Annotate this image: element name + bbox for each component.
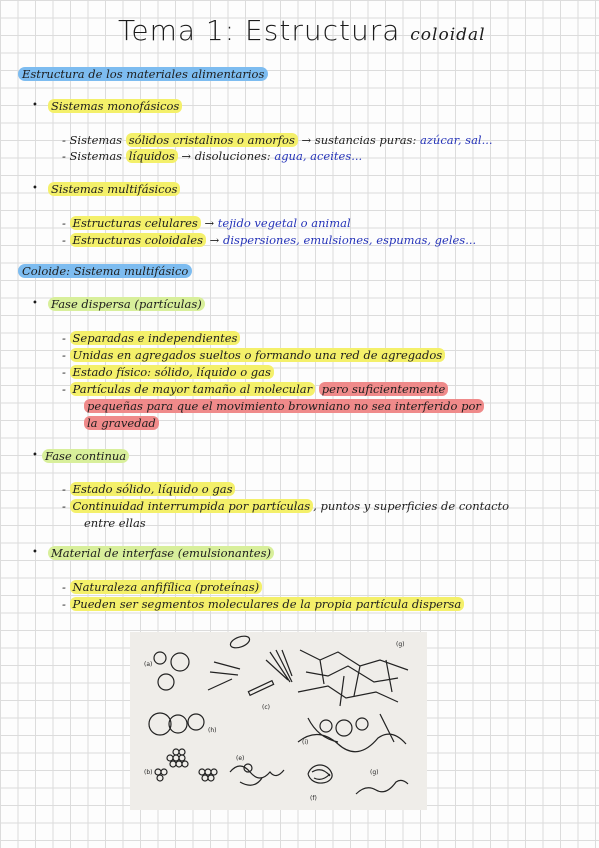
figure-label: (c) xyxy=(262,704,270,711)
mono-item: - Sistemas líquidos → disoluciones: agua, aceites... xyxy=(62,149,363,163)
continua-item: - Continuidad interrumpida por partículas , puntos y superficies de contacto xyxy=(62,499,510,513)
figure-label: (a) xyxy=(144,661,153,668)
figure-label: (i) xyxy=(302,739,309,746)
figure-label: (b) xyxy=(144,769,153,776)
bullet-dot: • xyxy=(32,183,38,194)
interfase-item: - Naturaleza anfifílica (proteínas) xyxy=(62,579,262,595)
bullet-dot: • xyxy=(32,547,38,558)
bullet-dot: • xyxy=(32,100,38,111)
title-main: Tema 1: Estructura xyxy=(118,14,401,47)
colloid-diagram xyxy=(130,632,427,810)
bullet-dot: • xyxy=(32,298,38,309)
dispersa-item-cont: la gravedad xyxy=(84,415,159,431)
mono-item: - Sistemas sólidos cristalinos o amorfos → sustancias puras: azúcar, sal... xyxy=(62,133,493,147)
figure-label: (h) xyxy=(208,727,217,734)
figure-label: (e) xyxy=(236,755,245,762)
interfase-item: - Pueden ser segmentos moleculares de la propia partícula dispersa xyxy=(62,596,464,612)
section-heading-coloide: Coloide: Sistema multifásico xyxy=(18,263,192,279)
dispersa-item: - Estado físico: sólido, líquido o gas xyxy=(62,364,274,380)
dispersa-label: Fase dispersa (partículas) xyxy=(48,296,205,312)
mono-label: Sistemas monofásicos xyxy=(48,98,182,114)
continua-label: Fase continua xyxy=(42,448,129,464)
interfase-label: Material de interfase (emulsionantes) xyxy=(48,545,274,561)
multi-item: - Estructuras coloidales → dispersiones, emulsiones, espumas, geles... xyxy=(62,233,477,247)
figure-label: (f) xyxy=(310,795,317,802)
page-title xyxy=(118,14,486,47)
dispersa-item-cont: pequeñas para que el movimiento browniano no sea interferido por xyxy=(84,398,484,414)
title-sub: coloidal xyxy=(410,25,486,45)
figure-label: (g) xyxy=(370,769,379,776)
bullet-dot: • xyxy=(32,450,38,461)
multi-item: - Estructuras celulares → tejido vegetal o animal xyxy=(62,216,351,230)
continua-item: - Estado sólido, líquido o gas xyxy=(62,481,235,497)
dispersa-item: - Partículas de mayor tamaño al molecular pero suficientemente xyxy=(62,381,448,397)
colloid-structures-figure xyxy=(130,632,427,810)
section-heading-structure: Estructura de los materiales alimentarios xyxy=(18,66,268,82)
multi-label: Sistemas multifásicos xyxy=(48,181,180,197)
dispersa-item: - Unidas en agregados sueltos o formando una red de agregados xyxy=(62,347,445,363)
continua-item-cont: entre ellas xyxy=(84,516,146,530)
dispersa-item: - Separadas e independientes xyxy=(62,330,240,346)
figure-label: (g) xyxy=(396,641,405,648)
